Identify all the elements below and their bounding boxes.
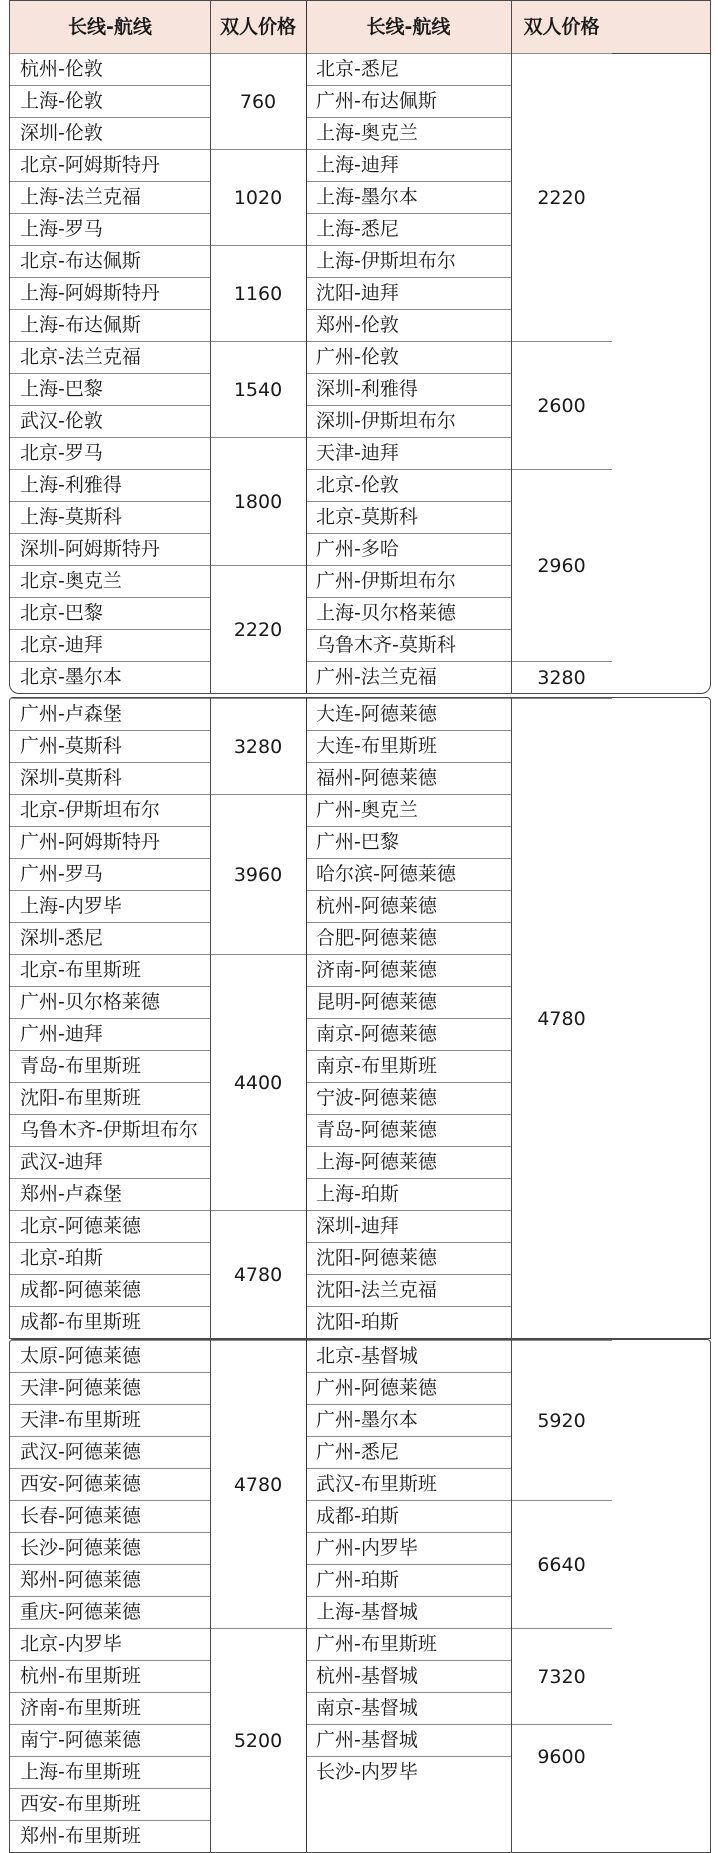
route-cell: 郑州-布里斯班 bbox=[10, 1820, 210, 1852]
fare-table-1 bbox=[9, 0, 711, 694]
route-cell: 广州-基督城 bbox=[306, 1724, 511, 1756]
route-cell: 乌鲁木齐-伊斯坦布尔 bbox=[10, 1114, 210, 1146]
route-cell: 上海-迪拜 bbox=[306, 149, 511, 181]
column-divider bbox=[511, 698, 512, 1338]
route-cell: 广州-阿德莱德 bbox=[306, 1372, 511, 1404]
route-cell: 沈阳-珀斯 bbox=[306, 1306, 511, 1338]
price-cell: 4780 bbox=[210, 1210, 306, 1338]
route-cell: 郑州-阿德莱德 bbox=[10, 1564, 210, 1596]
route-cell: 广州-伦敦 bbox=[306, 341, 511, 373]
route-cell: 天津-阿德莱德 bbox=[10, 1372, 210, 1404]
route-cell: 深圳-悉尼 bbox=[10, 922, 210, 954]
route-cell: 广州-阿姆斯特丹 bbox=[10, 826, 210, 858]
route-cell: 深圳-迪拜 bbox=[306, 1210, 511, 1242]
route-cell: 杭州-阿德莱德 bbox=[306, 890, 511, 922]
route-cell: 沈阳-布里斯班 bbox=[10, 1082, 210, 1114]
route-cell: 上海-利雅得 bbox=[10, 469, 210, 501]
price-cell: 1020 bbox=[210, 149, 306, 245]
price-cell: 760 bbox=[210, 53, 306, 149]
table-header bbox=[10, 1, 710, 54]
route-cell: 广州-多哈 bbox=[306, 533, 511, 565]
route-cell: 广州-巴黎 bbox=[306, 826, 511, 858]
route-cell: 上海-莫斯科 bbox=[10, 501, 210, 533]
route-cell: 北京-基督城 bbox=[306, 1340, 511, 1372]
route-cell: 上海-阿姆斯特丹 bbox=[10, 277, 210, 309]
column-divider bbox=[210, 1340, 211, 1852]
route-cell: 南京-基督城 bbox=[306, 1692, 511, 1724]
route-cell: 乌鲁木齐-莫斯科 bbox=[306, 629, 511, 661]
route-cell: 福州-阿德莱德 bbox=[306, 762, 511, 794]
route-cell: 北京-内罗毕 bbox=[10, 1628, 210, 1660]
price-cell: 4780 bbox=[511, 698, 612, 1338]
route-cell: 西安-布里斯班 bbox=[10, 1788, 210, 1820]
price-cell: 4780 bbox=[210, 1340, 306, 1628]
route-cell: 武汉-伦敦 bbox=[10, 405, 210, 437]
route-cell: 北京-罗马 bbox=[10, 437, 210, 469]
route-cell: 大连-阿德莱德 bbox=[306, 698, 511, 730]
route-cell: 合肥-阿德莱德 bbox=[306, 922, 511, 954]
price-cell: 1800 bbox=[210, 437, 306, 565]
route-cell: 广州-罗马 bbox=[10, 858, 210, 890]
route-cell: 深圳-阿姆斯特丹 bbox=[10, 533, 210, 565]
price-cell: 3280 bbox=[210, 698, 306, 794]
route-cell: 北京-阿姆斯特丹 bbox=[10, 149, 210, 181]
route-cell: 北京-布里斯班 bbox=[10, 954, 210, 986]
route-cell: 广州-贝尔格莱德 bbox=[10, 986, 210, 1018]
route-cell: 上海-布里斯班 bbox=[10, 1756, 210, 1788]
price-cell: 5200 bbox=[210, 1628, 306, 1852]
route-cell: 上海-伊斯坦布尔 bbox=[306, 245, 511, 277]
route-cell: 北京-巴黎 bbox=[10, 597, 210, 629]
route-cell: 广州-珀斯 bbox=[306, 1564, 511, 1596]
column-divider bbox=[511, 1340, 512, 1852]
route-cell: 北京-珀斯 bbox=[10, 1242, 210, 1274]
route-cell: 上海-内罗毕 bbox=[10, 890, 210, 922]
route-cell: 南京-布里斯班 bbox=[306, 1050, 511, 1082]
route-cell: 天津-迪拜 bbox=[306, 437, 511, 469]
price-cell: 3280 bbox=[511, 661, 612, 693]
route-cell: 郑州-卢森堡 bbox=[10, 1178, 210, 1210]
route-cell: 北京-伊斯坦布尔 bbox=[10, 794, 210, 826]
route-cell: 南京-阿德莱德 bbox=[306, 1018, 511, 1050]
route-cell: 深圳-伦敦 bbox=[10, 117, 210, 149]
price-column-header: 双人价格 bbox=[523, 16, 600, 38]
price-cell: 2600 bbox=[511, 341, 612, 469]
route-cell: 北京-墨尔本 bbox=[10, 661, 210, 693]
route-cell: 广州-卢森堡 bbox=[10, 698, 210, 730]
route-cell: 青岛-阿德莱德 bbox=[306, 1114, 511, 1146]
price-cell: 2220 bbox=[511, 53, 612, 341]
route-cell: 北京-迪拜 bbox=[10, 629, 210, 661]
price-cell: 7320 bbox=[511, 1628, 612, 1724]
route-cell: 上海-珀斯 bbox=[306, 1178, 511, 1210]
price-cell: 4400 bbox=[210, 954, 306, 1210]
column-divider bbox=[210, 698, 211, 1338]
route-cell: 济南-阿德莱德 bbox=[306, 954, 511, 986]
fare-table-2 bbox=[9, 697, 711, 1339]
route-cell: 长春-阿德莱德 bbox=[10, 1500, 210, 1532]
route-cell: 上海-墨尔本 bbox=[306, 181, 511, 213]
price-cell: 2220 bbox=[210, 565, 306, 693]
price-cell: 9600 bbox=[511, 1724, 612, 1788]
fare-table-3 bbox=[9, 1339, 711, 1853]
route-cell: 广州-莫斯科 bbox=[10, 730, 210, 762]
price-cell: 5920 bbox=[511, 1340, 612, 1500]
price-cell: 2960 bbox=[511, 469, 612, 661]
column-divider bbox=[306, 698, 307, 1338]
route-cell: 北京-悉尼 bbox=[306, 53, 511, 85]
route-cell: 武汉-布里斯班 bbox=[306, 1468, 511, 1500]
route-cell: 重庆-阿德莱德 bbox=[10, 1596, 210, 1628]
route-cell: 北京-奥克兰 bbox=[10, 565, 210, 597]
route-cell: 广州-悉尼 bbox=[306, 1436, 511, 1468]
route-cell: 沈阳-法兰克福 bbox=[306, 1274, 511, 1306]
route-cell: 北京-阿德莱德 bbox=[10, 1210, 210, 1242]
route-cell: 广州-迪拜 bbox=[10, 1018, 210, 1050]
route-cell: 南宁-阿德莱德 bbox=[10, 1724, 210, 1756]
route-cell: 深圳-伊斯坦布尔 bbox=[306, 405, 511, 437]
route-cell: 上海-贝尔格莱德 bbox=[306, 597, 511, 629]
route-cell: 广州-布达佩斯 bbox=[306, 85, 511, 117]
route-cell: 广州-奥克兰 bbox=[306, 794, 511, 826]
price-cell: 6640 bbox=[511, 1500, 612, 1628]
route-cell: 沈阳-迪拜 bbox=[306, 277, 511, 309]
route-cell: 哈尔滨-阿德莱德 bbox=[306, 858, 511, 890]
route-cell: 上海-悉尼 bbox=[306, 213, 511, 245]
route-cell: 广州-内罗毕 bbox=[306, 1532, 511, 1564]
route-cell: 成都-珀斯 bbox=[306, 1500, 511, 1532]
route-cell: 大连-布里斯班 bbox=[306, 730, 511, 762]
route-cell: 上海-基督城 bbox=[306, 1596, 511, 1628]
route-cell: 广州-伊斯坦布尔 bbox=[306, 565, 511, 597]
column-divider bbox=[306, 1340, 307, 1852]
route-cell: 杭州-布里斯班 bbox=[10, 1660, 210, 1692]
route-cell: 上海-罗马 bbox=[10, 213, 210, 245]
route-cell: 太原-阿德莱德 bbox=[10, 1340, 210, 1372]
route-column-header: 长线-航线 bbox=[68, 16, 152, 38]
route-cell: 北京-布达佩斯 bbox=[10, 245, 210, 277]
price-cell: 1160 bbox=[210, 245, 306, 341]
route-cell: 上海-奥克兰 bbox=[306, 117, 511, 149]
route-cell: 郑州-伦敦 bbox=[306, 309, 511, 341]
route-cell: 广州-法兰克福 bbox=[306, 661, 511, 693]
route-cell: 天津-布里斯班 bbox=[10, 1404, 210, 1436]
route-cell: 宁波-阿德莱德 bbox=[306, 1082, 511, 1114]
route-cell: 成都-阿德莱德 bbox=[10, 1274, 210, 1306]
route-cell: 上海-阿德莱德 bbox=[306, 1146, 511, 1178]
route-cell: 上海-巴黎 bbox=[10, 373, 210, 405]
route-cell: 北京-法兰克福 bbox=[10, 341, 210, 373]
route-cell: 杭州-伦敦 bbox=[10, 53, 210, 85]
route-cell: 武汉-迪拜 bbox=[10, 1146, 210, 1178]
route-cell: 长沙-阿德莱德 bbox=[10, 1532, 210, 1564]
column-divider bbox=[511, 1, 512, 693]
route-cell: 北京-伦敦 bbox=[306, 469, 511, 501]
route-cell: 深圳-利雅得 bbox=[306, 373, 511, 405]
column-divider bbox=[306, 1, 307, 693]
route-cell: 成都-布里斯班 bbox=[10, 1306, 210, 1338]
price-column-header: 双人价格 bbox=[219, 16, 296, 38]
route-cell: 济南-布里斯班 bbox=[10, 1692, 210, 1724]
route-cell: 上海-伦敦 bbox=[10, 85, 210, 117]
route-cell: 上海-布达佩斯 bbox=[10, 309, 210, 341]
route-column-header: 长线-航线 bbox=[366, 16, 451, 38]
route-cell: 长沙-内罗毕 bbox=[306, 1756, 511, 1788]
route-cell: 昆明-阿德莱德 bbox=[306, 986, 511, 1018]
route-cell: 北京-莫斯科 bbox=[306, 501, 511, 533]
column-divider bbox=[210, 1, 211, 693]
route-cell: 广州-墨尔本 bbox=[306, 1404, 511, 1436]
route-cell: 武汉-阿德莱德 bbox=[10, 1436, 210, 1468]
route-cell: 青岛-布里斯班 bbox=[10, 1050, 210, 1082]
route-cell: 深圳-莫斯科 bbox=[10, 762, 210, 794]
price-cell: 1540 bbox=[210, 341, 306, 437]
route-cell: 杭州-基督城 bbox=[306, 1660, 511, 1692]
route-cell: 沈阳-阿德莱德 bbox=[306, 1242, 511, 1274]
route-cell: 上海-法兰克福 bbox=[10, 181, 210, 213]
route-cell: 广州-布里斯班 bbox=[306, 1628, 511, 1660]
route-cell: 西安-阿德莱德 bbox=[10, 1468, 210, 1500]
price-cell: 3960 bbox=[210, 794, 306, 954]
